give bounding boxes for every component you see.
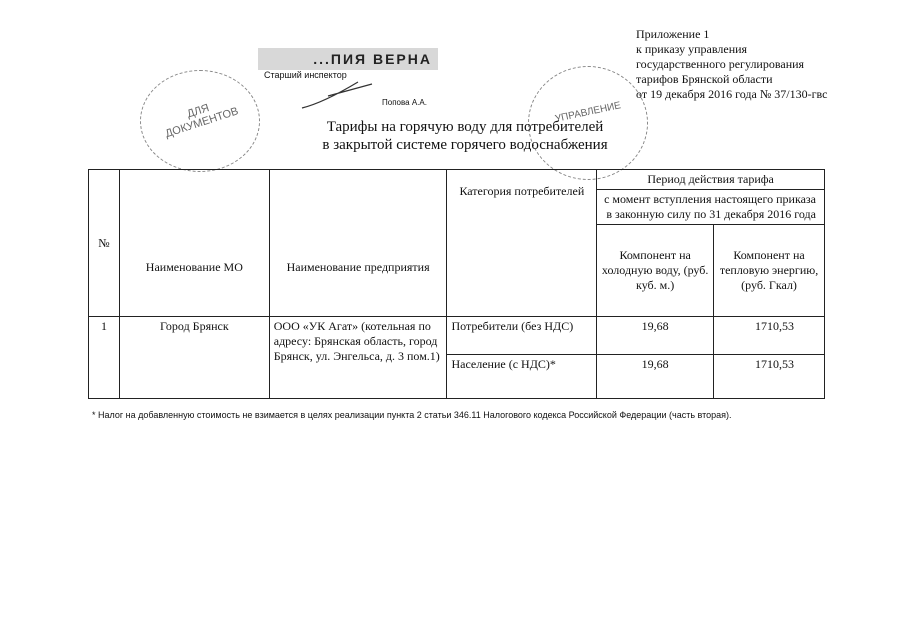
cell-category: Население (с НДС)* — [447, 355, 597, 399]
cell-cold-value: 19,68 — [597, 355, 714, 399]
round-stamp-right-text: УПРАВЛЕНИЕ — [554, 100, 622, 125]
cell-cold-value: 19,68 — [597, 317, 714, 355]
appendix-line: от 19 декабря 2016 года № 37/130-гвс — [636, 87, 828, 101]
header-category: Категория потребителей — [447, 170, 597, 317]
table-header-row — [89, 170, 825, 190]
header-heat-energy: Компонент на тепловую энергию, (руб. Гкал) — [714, 225, 825, 317]
copy-stamp-mark: ...ПИЯ ВЕРНА — [258, 48, 438, 70]
title-line-1: Тарифы на горячую воду для потребителей — [326, 119, 604, 135]
cell-heat-value: 1710,53 — [714, 355, 825, 399]
appendix-line: государственного регулирования — [636, 57, 805, 71]
footnote: * Налог на добавленную стоимость не взимается в целях реализации пункта 2 статьи 346.11 Налогового кодекса Российской Федерации (часть вторая). — [92, 410, 732, 420]
appendix-block — [636, 27, 898, 102]
header-period: Период действия тарифа — [597, 170, 825, 190]
header-period-sub: с момент вступления настоящего приказа в законную силу по 31 декабря 2016 года — [597, 190, 825, 225]
header-company: Наименование предприятия — [269, 170, 447, 317]
cell-category: Потребители (без НДС) — [447, 317, 597, 355]
appendix-line: Приложение 1 — [636, 27, 710, 41]
cell-company: ООО «УК Агат» (котельная по адресу: Брянская область, город Брянск, ул. Энгельса, д. 3 пом.1) — [269, 317, 447, 399]
cell-num: 1 — [89, 317, 120, 399]
round-stamp-left-text: ДЛЯ ДОКУМЕНТОВ — [163, 102, 240, 141]
title-line-2: в закрытой системе горячего водоснабжения — [322, 137, 608, 153]
header-cold-water: Компонент на холодную воду, (руб. куб. м.) — [597, 225, 714, 317]
appendix-line: к приказу управления — [636, 42, 748, 56]
tariff-table — [88, 169, 825, 399]
round-stamp-left — [140, 70, 260, 172]
header-mo: Наименование МО — [119, 170, 269, 317]
cell-heat-value: 1710,53 — [714, 317, 825, 355]
copy-stamp-signer: Попова А.А. — [382, 98, 427, 107]
copy-stamp-inspector: Старший инспектор — [264, 70, 347, 80]
document-title — [300, 118, 630, 154]
cell-mo: Город Брянск — [119, 317, 269, 399]
appendix-line: тарифов Брянской области — [636, 72, 773, 86]
signature-icon — [298, 74, 378, 114]
copy-stamp — [258, 48, 438, 116]
header-num: № — [89, 170, 120, 317]
table-row — [89, 317, 825, 355]
